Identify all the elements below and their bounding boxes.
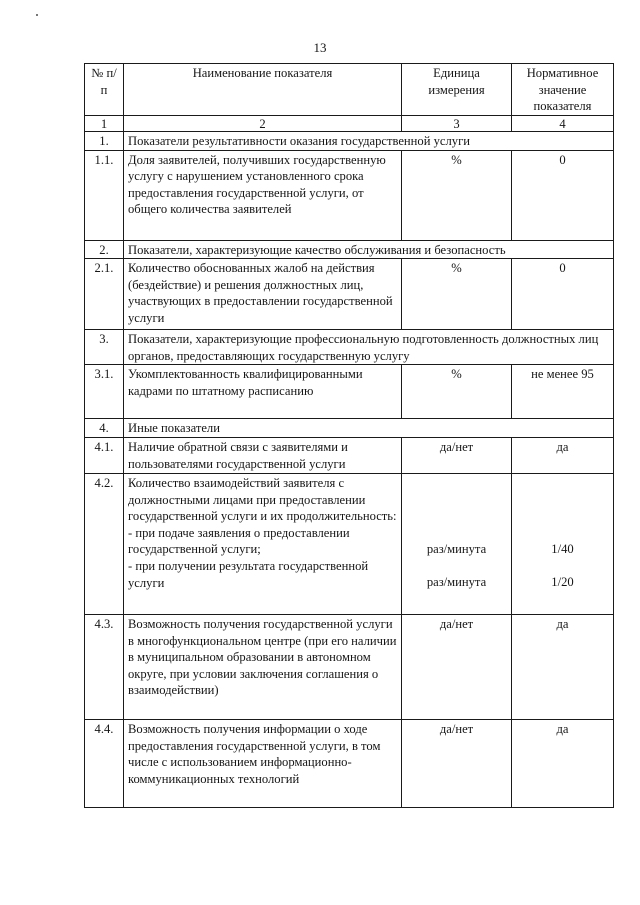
header-norm: Нормативное значение показателя bbox=[512, 64, 614, 116]
table-row bbox=[85, 473, 614, 614]
row-norm-value: 1/40 bbox=[551, 541, 574, 556]
header-unit: Единица измерения bbox=[402, 64, 512, 116]
row-number: 4.2. bbox=[85, 473, 124, 614]
row-unit-value: раз/минута bbox=[426, 574, 487, 589]
row-name: Количество обоснованных жалоб на действия (бездействие) и решения должностных лиц, участвующих в предоставлении государственной услуги bbox=[124, 259, 402, 330]
row-name bbox=[124, 473, 402, 614]
section-title: Иные показатели bbox=[124, 419, 614, 438]
row-unit: да/нет bbox=[402, 614, 512, 719]
section-title: Показатели, характеризующие качество обслуживания и безопасность bbox=[124, 240, 614, 259]
section-row bbox=[85, 330, 614, 365]
row-name: Укомплектованность квалифицированными кадрами по штатному расписанию bbox=[124, 365, 402, 419]
section-row bbox=[85, 419, 614, 438]
table-header-row bbox=[85, 64, 614, 116]
indicators-table bbox=[84, 63, 614, 808]
scan-artifact-dot bbox=[36, 14, 38, 16]
row-name: Возможность получения информации о ходе предоставления государственной услуги, в том числе с использованием информационно-коммуникационных технологий bbox=[124, 719, 402, 807]
column-number: 4 bbox=[512, 116, 614, 132]
section-title: Показатели, характеризующие профессиональную подготовленность должностных лиц органов, предоставляющих государственную услугу bbox=[124, 330, 614, 365]
section-row bbox=[85, 240, 614, 259]
row-norm: да bbox=[512, 614, 614, 719]
row-unit: % bbox=[402, 150, 512, 240]
table-row bbox=[85, 614, 614, 719]
section-number: 4. bbox=[85, 419, 124, 438]
page-number: 13 bbox=[313, 40, 327, 55]
row-unit: % bbox=[402, 259, 512, 330]
header-num: № п/п bbox=[85, 64, 124, 116]
row-norm-value: 1/20 bbox=[551, 574, 574, 589]
header-name: Наименование показателя bbox=[124, 64, 402, 116]
row-number: 4.4. bbox=[85, 719, 124, 807]
table-row bbox=[85, 259, 614, 330]
row-unit bbox=[402, 473, 512, 614]
row-norm: 0 bbox=[512, 150, 614, 240]
section-row bbox=[85, 132, 614, 151]
row-number: 4.1. bbox=[85, 437, 124, 473]
row-norm: да bbox=[512, 719, 614, 807]
row-unit-value: раз/минута bbox=[426, 541, 487, 556]
row-number: 4.3. bbox=[85, 614, 124, 719]
row-number: 3.1. bbox=[85, 365, 124, 419]
row-name-item: - при получении результата государственной услуги bbox=[128, 558, 369, 590]
section-number: 2. bbox=[85, 240, 124, 259]
row-norm: не менее 95 bbox=[512, 365, 614, 419]
row-number: 1.1. bbox=[85, 150, 124, 240]
row-name: Возможность получения государственной услуги в многофункциональном центре (при его наличии в муниципальном образовании в автономном округе, при условии заключения соглашения о взаимодействии) bbox=[124, 614, 402, 719]
row-name-item: - при подаче заявления о предоставлении государственной услуги; bbox=[128, 525, 350, 557]
column-number: 2 bbox=[124, 116, 402, 132]
row-name: Наличие обратной связи с заявителями и пользователями государственной услуги bbox=[124, 437, 402, 473]
row-unit: да/нет bbox=[402, 437, 512, 473]
row-unit: % bbox=[402, 365, 512, 419]
row-norm: 0 bbox=[512, 259, 614, 330]
row-number: 2.1. bbox=[85, 259, 124, 330]
section-number: 1. bbox=[85, 132, 124, 151]
row-unit: да/нет bbox=[402, 719, 512, 807]
table-row bbox=[85, 365, 614, 419]
row-name: Доля заявителей, получивших государственную услугу с нарушением установленного срока предоставления государственной услуги, от общего количества заявителей bbox=[124, 150, 402, 240]
row-name-intro: Количество взаимодействий заявителя с должностными лицами при предоставлении государственной услуги и их продолжительность: bbox=[128, 475, 397, 524]
column-number: 1 bbox=[85, 116, 124, 132]
row-norm: да bbox=[512, 437, 614, 473]
column-number: 3 bbox=[402, 116, 512, 132]
row-norm bbox=[512, 473, 614, 614]
table-row bbox=[85, 437, 614, 473]
table-row bbox=[85, 719, 614, 807]
table-row bbox=[85, 150, 614, 240]
column-number-row bbox=[85, 116, 614, 132]
section-number: 3. bbox=[85, 330, 124, 365]
section-title: Показатели результативности оказания государственной услуги bbox=[124, 132, 614, 151]
